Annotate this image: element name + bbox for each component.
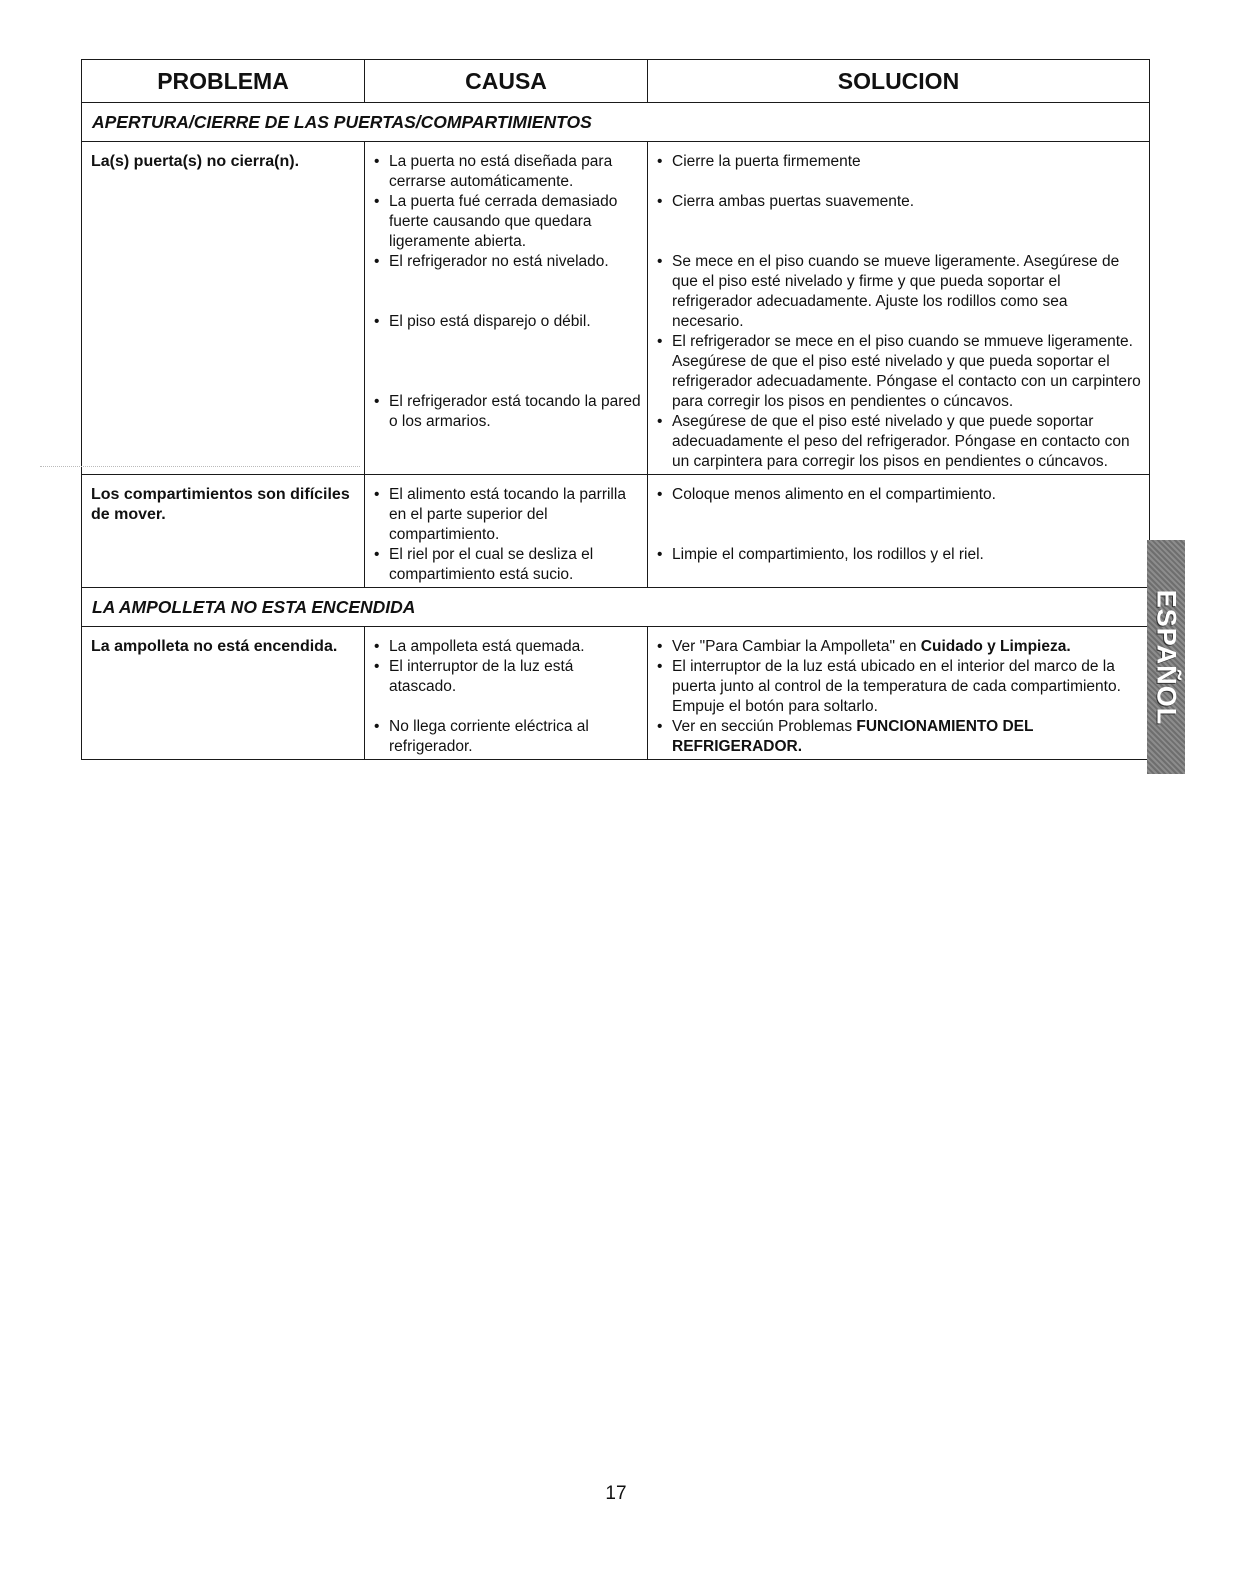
- cause-item: • El refrigerador está tocando la pared o los armarios.: [371, 392, 641, 432]
- solution-item: • Asegúrese de que el piso esté nivelado y que puede soportar adecuadamente el peso del refrigerador. Póngase en contacto con un carpintera para corregir los pisos en pendientes o cúncavos.: [654, 412, 1143, 472]
- solution-item: • Se mece en el piso cuando se mueve ligeramente. Asegúrese de que el piso esté nivelado y firme y que pueda soportar el refrigerador adecuadamente. Ajuste los rodillos como sea necesario.: [654, 252, 1143, 332]
- cause-cell: [365, 475, 648, 588]
- solution-text: Ver "Para Cambiar la Ampolleta" en: [672, 638, 921, 655]
- language-tab-label: ESPAÑOL: [1151, 589, 1182, 725]
- cause-cell: [365, 627, 648, 760]
- solution-cell: [648, 475, 1150, 588]
- header-problem: PROBLEMA: [82, 60, 365, 103]
- solution-text: Ver en secciún Problemas: [672, 718, 857, 735]
- problem-cell: La(s) puerta(s) no cierra(n).: [82, 142, 365, 475]
- language-tab: [1147, 540, 1185, 774]
- section-row: [82, 103, 1150, 142]
- solution-item: [654, 637, 1143, 657]
- troubleshooting-table: [81, 59, 1150, 760]
- scan-artifact-dotted-line: [40, 466, 360, 467]
- solution-item: • El interruptor de la luz está ubicado en el interior del marco de la puerta junto al control de la temperatura de cada compartimiento. Empuje el botón para soltarlo.: [654, 657, 1143, 717]
- problem-cell: La ampolleta no está encendida.: [82, 627, 365, 760]
- table-row: [82, 627, 1150, 760]
- header-cause: CAUSA: [365, 60, 648, 103]
- cause-item: • El alimento está tocando la parrilla en el parte superior del compartimiento.: [371, 485, 641, 545]
- table-row: [82, 475, 1150, 588]
- section-title: APERTURA/CIERRE DE LAS PUERTAS/COMPARTIMIENTOS: [82, 103, 1150, 142]
- solution-cell: [648, 142, 1150, 475]
- solution-item: • El refrigerador se mece en el piso cuando se mmueve ligeramente. Asegúrese de que el piso esté nivelado y que pueda soportar el refrigerador adecuadamente. Póngase el contacto con un carpintero para corregir los pisos en pendientes o cúncavos.: [654, 332, 1143, 412]
- cause-item: • La ampolleta está quemada.: [371, 637, 641, 657]
- solution-emphasis: Cuidado y Limpieza.: [920, 638, 1071, 655]
- problem-cell: Los compartimientos son difíciles de mover.: [82, 475, 365, 588]
- solution-item: [654, 717, 1143, 757]
- cause-item: • El piso está disparejo o débil.: [371, 312, 641, 332]
- cause-item: • El riel por el cual se desliza el compartimiento está sucio.: [371, 545, 641, 585]
- solution-item: • Cierra ambas puertas suavemente.: [654, 192, 1143, 212]
- page-number: 17: [605, 1483, 627, 1504]
- header-solution: SOLUCION: [648, 60, 1150, 103]
- section-title: LA AMPOLLETA NO ESTA ENCENDIDA: [82, 588, 1150, 627]
- solution-cell: [648, 627, 1150, 760]
- cause-item: • La puerta fué cerrada demasiado fuerte causando que quedara ligeramente abierta.: [371, 192, 641, 252]
- cause-item: • El interruptor de la luz está atascado.: [371, 657, 641, 697]
- cause-item: • No llega corriente eléctrica al refrigerador.: [371, 717, 641, 757]
- section-row: [82, 588, 1150, 627]
- cause-item: • La puerta no está diseñada para cerrarse automáticamente.: [371, 152, 641, 192]
- solution-item: • Cierre la puerta firmemente: [654, 152, 1143, 172]
- cause-cell: [365, 142, 648, 475]
- header-row: [82, 60, 1150, 103]
- table-row: [82, 142, 1150, 475]
- solution-item: • Coloque menos alimento en el compartimiento.: [654, 485, 1143, 505]
- cause-item: • El refrigerador no está nivelado.: [371, 252, 641, 272]
- solution-emphasis: FUNCIONAMIENTO DEL REFRIGERADOR.: [672, 718, 1034, 755]
- solution-item: • Limpie el compartimiento, los rodillos y el riel.: [654, 545, 1143, 565]
